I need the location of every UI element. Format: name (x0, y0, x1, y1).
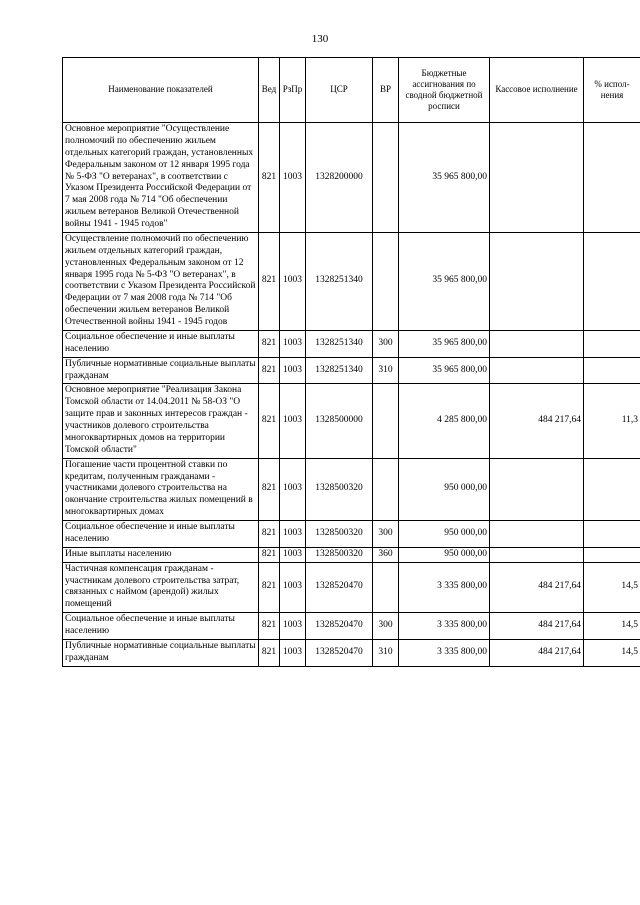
cell-vr (373, 232, 399, 330)
cell-pct: 14,5 (584, 562, 640, 613)
cell-ved: 821 (259, 639, 280, 666)
table-row (63, 613, 640, 640)
cell-rzpr: 1003 (280, 357, 306, 384)
cell-rzpr: 1003 (280, 547, 306, 562)
cell-rzpr: 1003 (280, 123, 306, 233)
cell-pct (584, 547, 640, 562)
table-row (63, 547, 640, 562)
cell-ved: 821 (259, 458, 280, 520)
cell-csr: 1328251340 (306, 232, 373, 330)
cell-cash: 484 217,64 (490, 613, 584, 640)
cell-ved: 821 (259, 384, 280, 458)
cell-vr: 300 (373, 521, 399, 548)
cell-ved: 821 (259, 521, 280, 548)
col-header-cash: Кассовое исполнение (490, 58, 584, 123)
col-header-pct: % испол-нения (584, 58, 640, 123)
cell-csr: 1328251340 (306, 357, 373, 384)
cell-pct (584, 357, 640, 384)
cell-csr: 1328520470 (306, 613, 373, 640)
cell-cash: 484 217,64 (490, 639, 584, 666)
table-row (63, 384, 640, 458)
cell-pct: 11,3 (584, 384, 640, 458)
table-row (63, 521, 640, 548)
col-header-budget: Бюджетные ассигнования по сводной бюджетной росписи (399, 58, 490, 123)
cell-pct: 14,5 (584, 613, 640, 640)
cell-rzpr: 1003 (280, 639, 306, 666)
cell-vr: 300 (373, 613, 399, 640)
cell-ved: 821 (259, 562, 280, 613)
cell-ved: 821 (259, 547, 280, 562)
cell-vr: 360 (373, 547, 399, 562)
cell-name: Иные выплаты населению (63, 547, 259, 562)
cell-cash: 484 217,64 (490, 384, 584, 458)
table-row (63, 458, 640, 520)
cell-cash: 484 217,64 (490, 562, 584, 613)
cell-pct (584, 458, 640, 520)
cell-csr: 1328520470 (306, 639, 373, 666)
cell-vr: 310 (373, 357, 399, 384)
cell-rzpr: 1003 (280, 458, 306, 520)
cell-ved: 821 (259, 613, 280, 640)
page-number: 130 (311, 33, 329, 45)
col-header-rzpr: РзПр (280, 58, 306, 123)
cell-cash (490, 232, 584, 330)
cell-ved: 821 (259, 357, 280, 384)
budget-table (62, 57, 640, 667)
cell-budget: 35 965 800,00 (399, 357, 490, 384)
col-header-csr: ЦСР (306, 58, 373, 123)
cell-name: Основное мероприятие "Осуществление полномочий по обеспечению жильем отдельных категорий граждан, установленных Федеральным законом от 12 января 1995 года № 5-ФЗ "О ветеранах", в соответствии с Указом Президента Российской Федерации от 7 мая 2008 года № 714 "Об обеспечении жильем ветеранов Великой Отечественной войны 1941 - 1945 годов" (63, 123, 259, 233)
cell-rzpr: 1003 (280, 384, 306, 458)
cell-vr (373, 458, 399, 520)
cell-ved: 821 (259, 123, 280, 233)
cell-budget: 4 285 800,00 (399, 384, 490, 458)
cell-cash (490, 547, 584, 562)
cell-pct: 14,5 (584, 639, 640, 666)
cell-pct (584, 232, 640, 330)
cell-rzpr: 1003 (280, 232, 306, 330)
cell-name: Публичные нормативные социальные выплаты гражданам (63, 357, 259, 384)
cell-budget: 35 965 800,00 (399, 232, 490, 330)
cell-rzpr: 1003 (280, 330, 306, 357)
cell-name: Социальное обеспечение и иные выплаты населению (63, 330, 259, 357)
cell-csr: 1328500320 (306, 458, 373, 520)
table-row (63, 639, 640, 666)
cell-cash (490, 521, 584, 548)
table-header-row (63, 58, 640, 123)
table-row (63, 232, 640, 330)
cell-ved: 821 (259, 330, 280, 357)
cell-name: Осуществление полномочий по обеспечению жильем отдельных категорий граждан, установленных Федеральным законом от 12 января 1995 года № 5-ФЗ "О ветеранах", в соответствии с Указом Президента Российской Федерации от 7 мая 2008 года № 714 "Об обеспечении жильем ветеранов Великой Отечественной войны 1941 - 1945 годов (63, 232, 259, 330)
cell-vr: 300 (373, 330, 399, 357)
cell-csr: 1328200000 (306, 123, 373, 233)
cell-vr (373, 384, 399, 458)
cell-rzpr: 1003 (280, 521, 306, 548)
cell-budget: 3 335 800,00 (399, 639, 490, 666)
cell-budget: 3 335 800,00 (399, 613, 490, 640)
cell-vr (373, 562, 399, 613)
table-row (63, 357, 640, 384)
cell-cash (490, 330, 584, 357)
cell-vr (373, 123, 399, 233)
cell-budget: 950 000,00 (399, 521, 490, 548)
cell-budget: 3 335 800,00 (399, 562, 490, 613)
cell-budget: 35 965 800,00 (399, 123, 490, 233)
cell-csr: 1328520470 (306, 562, 373, 613)
cell-pct (584, 123, 640, 233)
cell-pct (584, 330, 640, 357)
cell-ved: 821 (259, 232, 280, 330)
cell-csr: 1328500320 (306, 547, 373, 562)
table-row (63, 123, 640, 233)
cell-cash (490, 123, 584, 233)
cell-name: Публичные нормативные социальные выплаты гражданам (63, 639, 259, 666)
cell-csr: 1328251340 (306, 330, 373, 357)
cell-name: Основное мероприятие "Реализация Закона Томской области от 14.04.2011 № 58-ОЗ "О защите прав и законных интересов граждан - участников долевого строительства многоквартирных домов на территории Томской области" (63, 384, 259, 458)
cell-name: Социальное обеспечение и иные выплаты населению (63, 613, 259, 640)
cell-rzpr: 1003 (280, 613, 306, 640)
cell-name: Частичная компенсация гражданам - участникам долевого строительства затрат, связанных с наймом (арендой) жилых помещений (63, 562, 259, 613)
col-header-name: Наименование показателей (63, 58, 259, 123)
table-row (63, 330, 640, 357)
cell-budget: 950 000,00 (399, 547, 490, 562)
cell-cash (490, 357, 584, 384)
col-header-vr: ВР (373, 58, 399, 123)
cell-csr: 1328500320 (306, 521, 373, 548)
cell-budget: 35 965 800,00 (399, 330, 490, 357)
table-row (63, 562, 640, 613)
cell-name: Социальное обеспечение и иные выплаты населению (63, 521, 259, 548)
cell-cash (490, 458, 584, 520)
cell-vr: 310 (373, 639, 399, 666)
cell-csr: 1328500000 (306, 384, 373, 458)
cell-name: Погашение части процентной ставки по кредитам, полученным гражданами - участниками долевого строительства на окончание строительства жилых помещений в многоквартирных домах (63, 458, 259, 520)
cell-rzpr: 1003 (280, 562, 306, 613)
cell-budget: 950 000,00 (399, 458, 490, 520)
col-header-ved: Вед (259, 58, 280, 123)
cell-pct (584, 521, 640, 548)
